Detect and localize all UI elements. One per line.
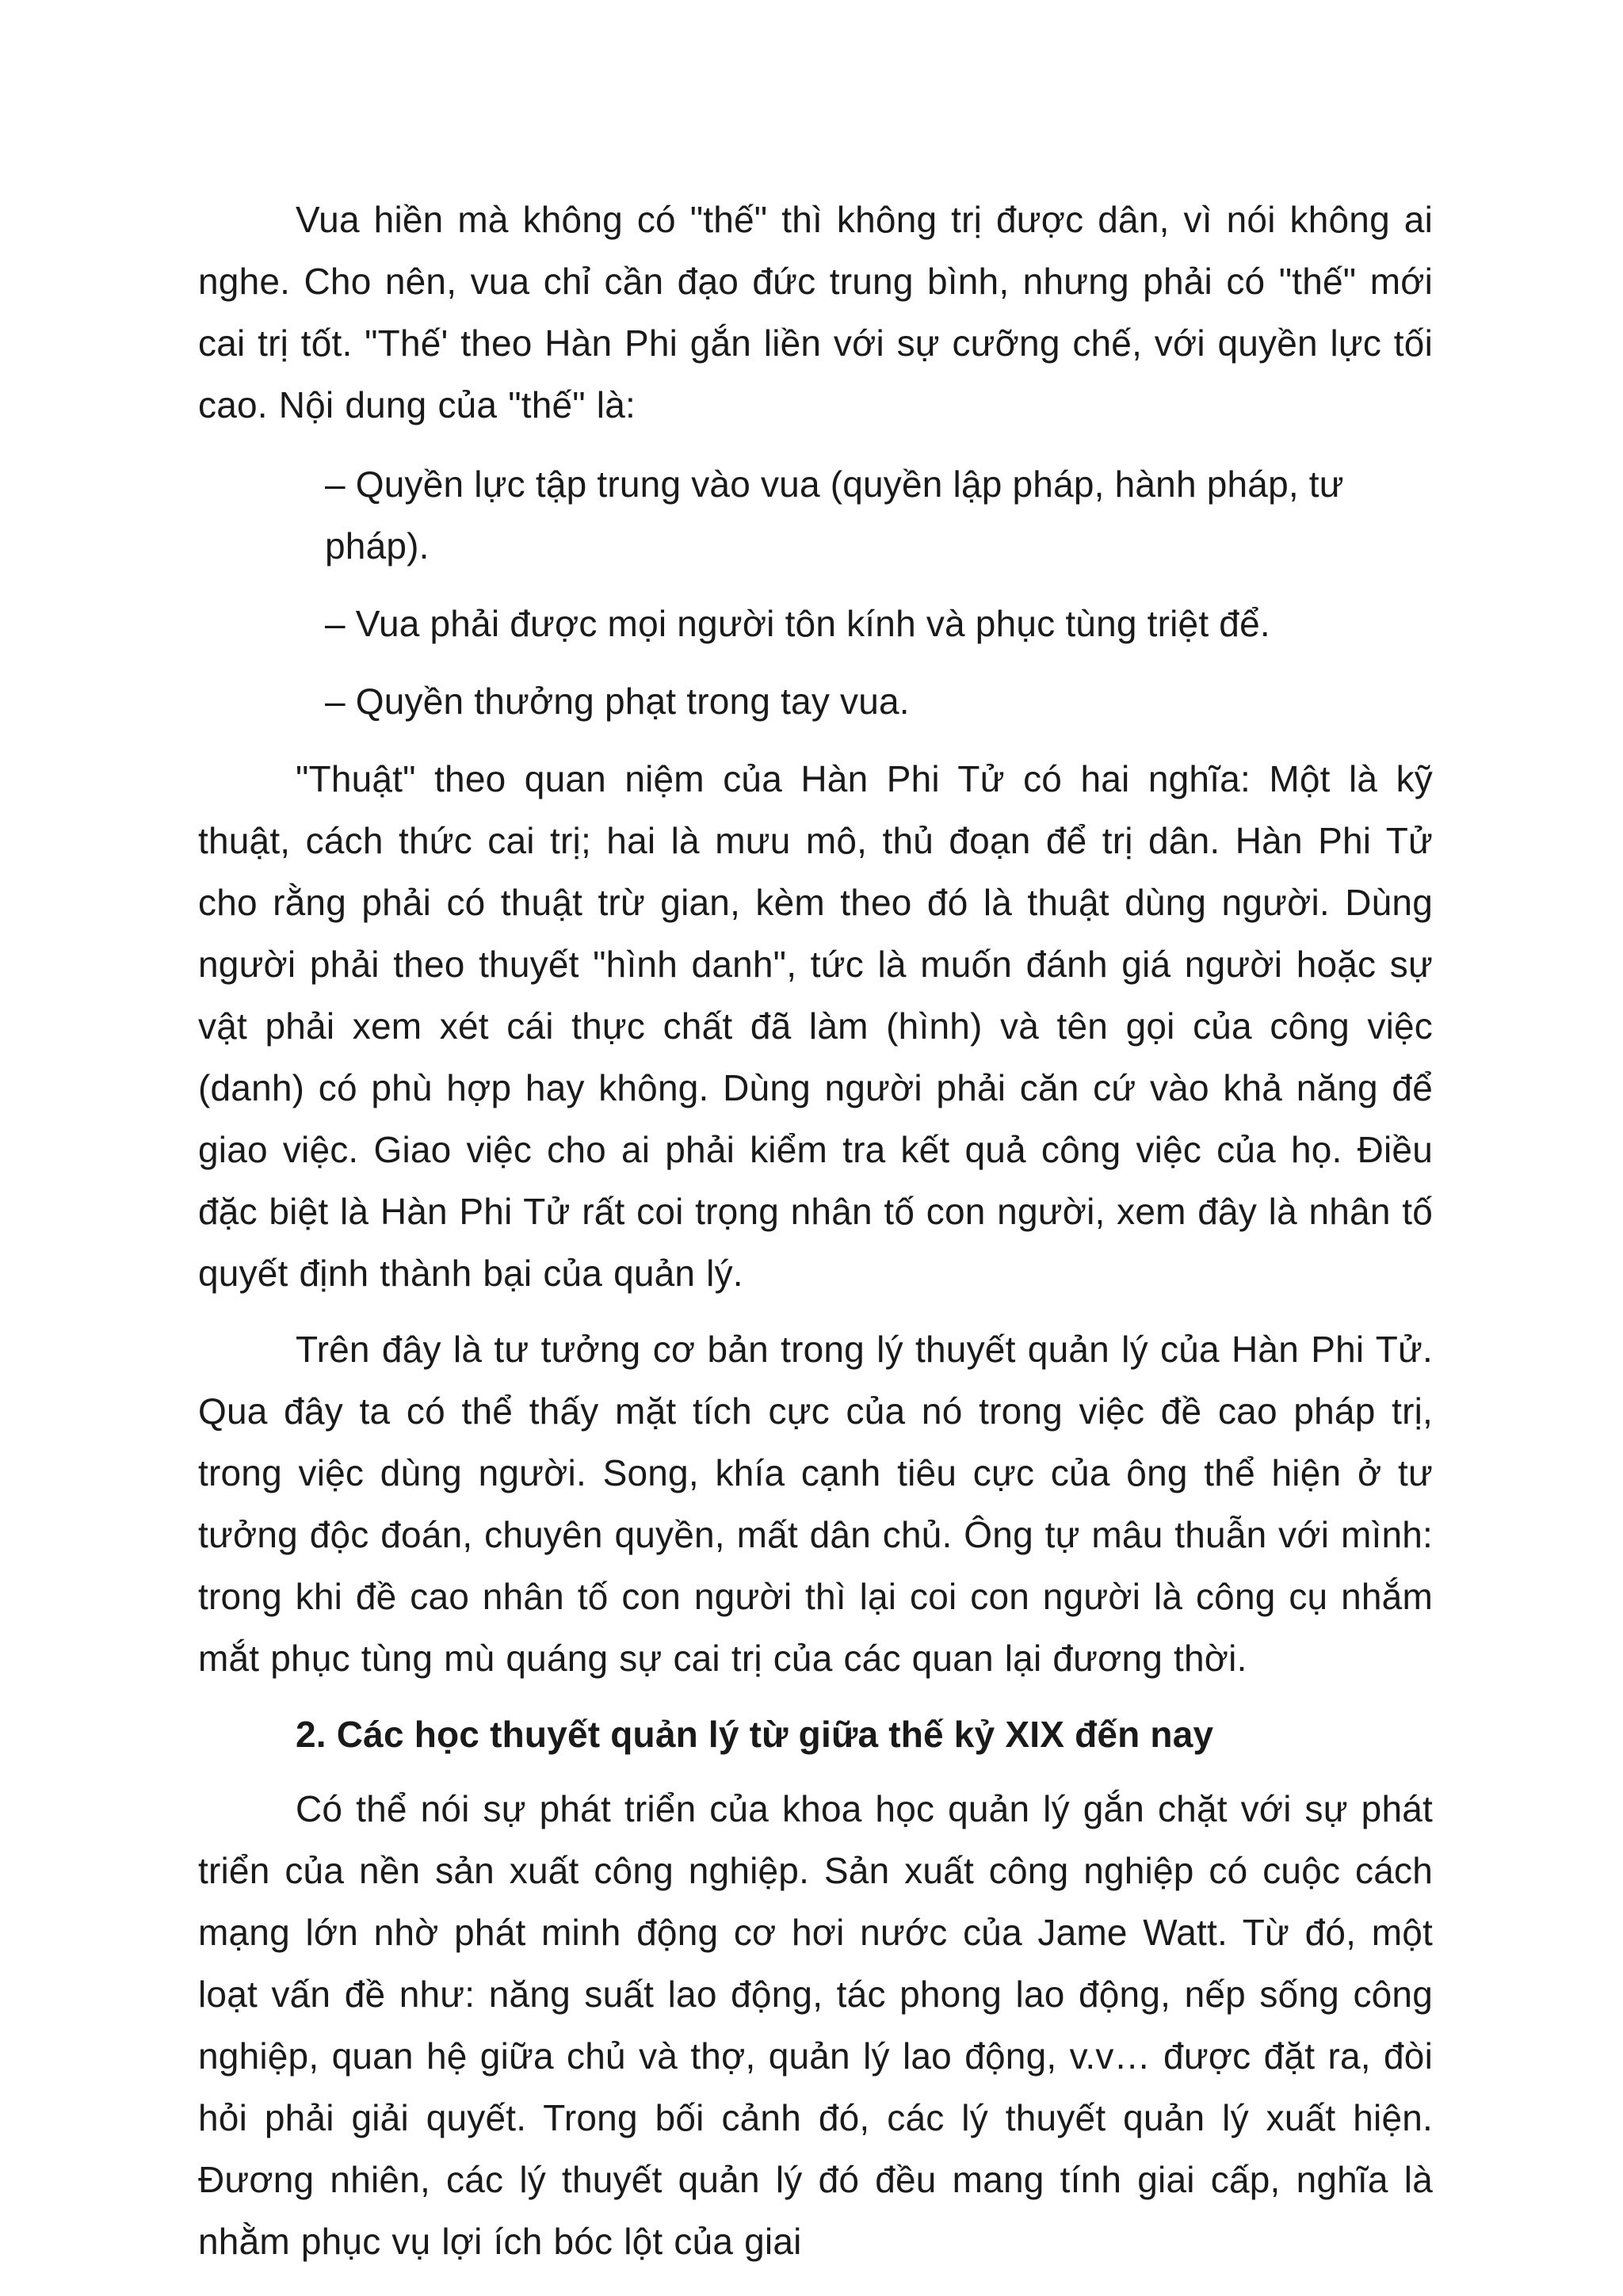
bullet-item-power: – Quyền lực tập trung vào vua (quyền lập pháp, hành pháp, tư pháp). xyxy=(325,463,1344,566)
bullet-item-reward: – Quyền thưởng phạt trong tay vua. xyxy=(325,681,910,722)
document-page xyxy=(198,189,1433,2272)
paragraph-thuat: "Thuật" theo quan niệm của Hàn Phi Tử có hai nghĩa: Một là kỹ thuật, cách thức cai trị; hai là mưu mô, thủ đoạn để trị dân. Hàn Phi Tử cho rằng phải có thuật trừ gian, kèm theo đó là thuật dùng người. Dùng người phải theo thuyết "hình danh", tức là muốn đánh giá người hoặc sự vật phải xem xét cái thực chất đã làm (hình) và tên gọi của công việc (danh) có phù hợp hay không. Dùng người phải căn cứ vào khả năng để giao việc. Giao việc cho ai phải kiểm tra kết quả công việc của họ. Điều đặc biệt là Hàn Phi Tử rất coi trọng nhân tố con người, xem đây là nhân tố quyết định thành bại của quản lý. xyxy=(198,758,1433,1294)
paragraph-industrial: Có thể nói sự phát triển của khoa học quản lý gắn chặt với sự phát triển của nền sản xuất công nghiệp. Sản xuất công nghiệp có cuộc cách mạng lớn nhờ phát minh động cơ hơi nước của Jame Watt. Từ đó, một loạt vấn đề như: năng suất lao động, tác phong lao động, nếp sống công nghiệp, quan hệ giữa chủ và thợ, quản lý lao động, v.v… được đặt ra, đòi hỏi phải giải quyết. Trong bối cảnh đó, các lý thuyết quản lý xuất hiện. Đương nhiên, các lý thuyết quản lý đó đều mang tính giai cấp, nghĩa là nhằm phục vụ lợi ích bóc lột của giai xyxy=(198,1788,1433,2262)
section-heading: 2. Các học thuyết quản lý từ giữa thế kỷ XIX đến nay xyxy=(296,1714,1214,1755)
paragraph-the: Vua hiền mà không có "thế" thì không trị được dân, vì nói không ai nghe. Cho nên, vua chỉ cần đạo đức trung bình, nhưng phải có "thế" mới cai trị tốt. "Thế' theo Hàn Phi gắn liền với sự cưỡng chế, với quyền lực tối cao. Nội dung của "thế" là: xyxy=(198,199,1433,425)
bullet-item-respect: – Vua phải được mọi người tôn kính và phục tùng triệt để. xyxy=(325,603,1270,644)
paragraph-summary: Trên đây là tư tưởng cơ bản trong lý thuyết quản lý của Hàn Phi Tử. Qua đây ta có thể thấy mặt tích cực của nó trong việc đề cao pháp trị, trong việc dùng người. Song, khía cạnh tiêu cực của ông thể hiện ở tư tưởng độc đoán, chuyên quyền, mất dân chủ. Ông tự mâu thuẫn với mình: trong khi đề cao nhân tố con người thì lại coi con người là công cụ nhắm mắt phục tùng mù quáng sự cai trị của các quan lại đương thời. xyxy=(198,1329,1433,1679)
